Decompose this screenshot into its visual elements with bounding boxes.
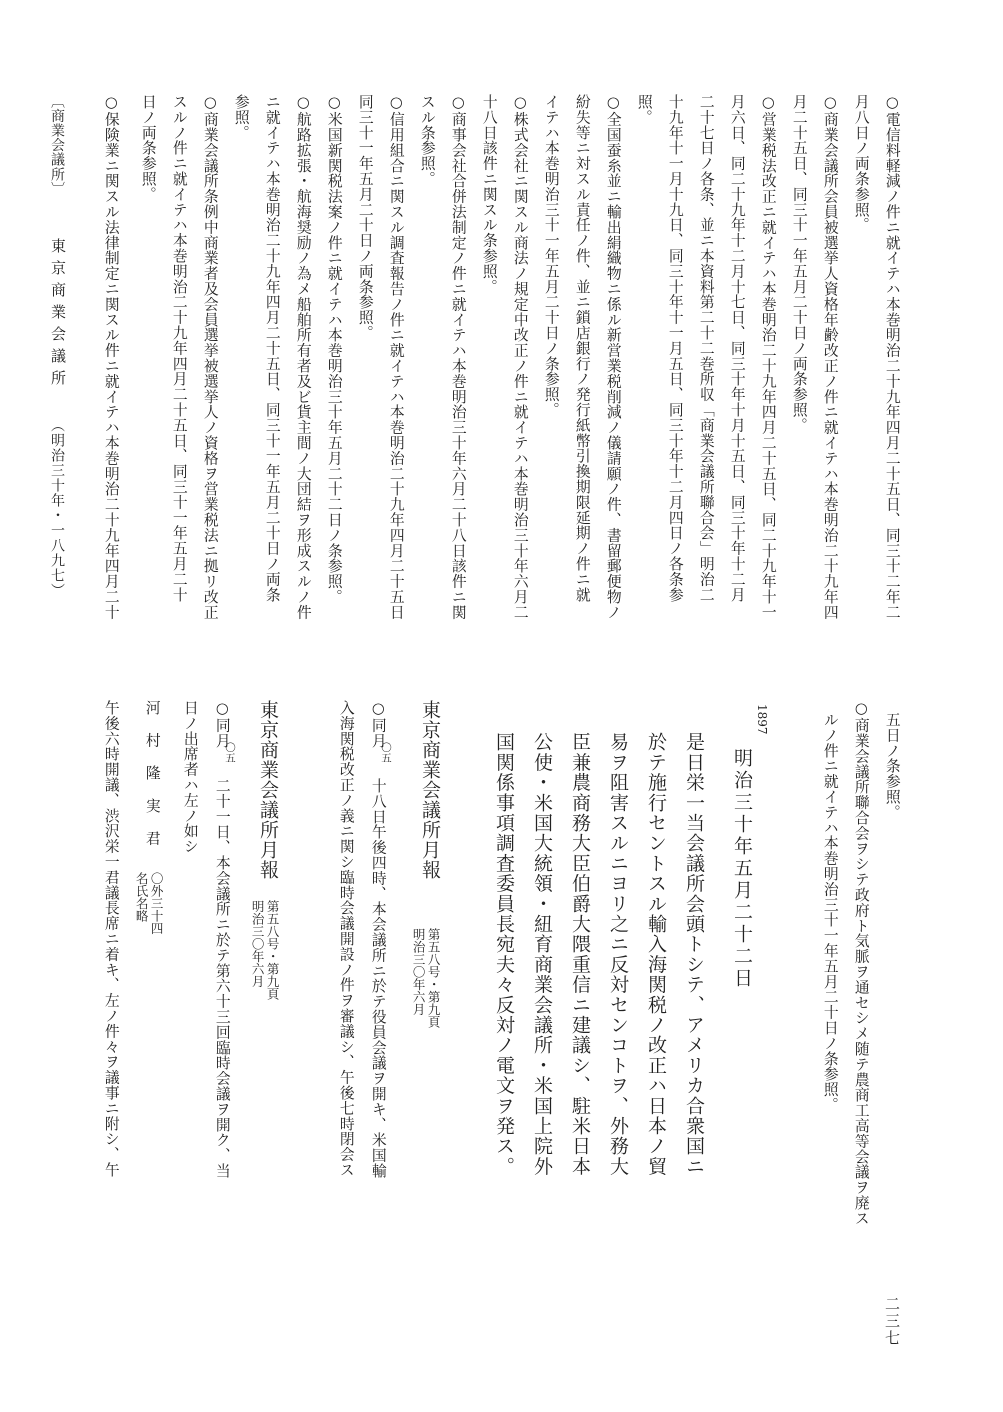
summary-line-1: 是日栄一当会議所会頭トシテ、アメリカ合衆国ニ (683, 732, 705, 1177)
upper-line-23: ○商業会議所条例中商業者及会員選挙被選挙人ノ資格ヲ営業税法ニ拠リ改正 (201, 94, 219, 620)
upper-line-5: ○営業税法改正ニ就イテハ本巻明治二十九年四月二十五日、同二十九年十一 (759, 94, 777, 620)
running-head-institution: 東京商業会議所 (49, 238, 67, 392)
entry-1-line-1: 十八日午後四時、本会議所ニ於テ役員会議ヲ開キ、米国輸 (369, 778, 387, 1179)
source-2-issue: 第五八号・第九頁 (265, 900, 281, 1000)
upper-line-20: ○航路拡張・航海奨励ノ為メ船舶所有者及ビ貨主間ノ大団結ヲ形成スルノ件 (294, 94, 312, 620)
summary-line-3: 易ヲ阻害スルニヨリ之ニ反対センコトヲ、外務大 (607, 732, 629, 1177)
lower-line-3: ルノ件ニ就イテハ本巻明治三十一年五月二十日ノ条参照。 (821, 712, 839, 1113)
upper-line-24: スルノ件ニ就イテハ本巻明治二十九年四月二十五日、同三十一年五月二十 (170, 94, 188, 603)
upper-line-19: ○米国新関税法案ノ件ニ就イテハ本巻明治三十年五月二十二日ノ条参照。 (325, 94, 343, 605)
lower-line-2: ○商業会議所聯合会ヲシテ政府ト気脈ヲ通セシメ随テ農商工高等会議ヲ廃ス (852, 700, 870, 1226)
entry-2-line-2: 日ノ出席者ハ左ノ如シ (181, 700, 199, 854)
upper-line-18: 同三十一年五月二十日ノ両条参照。 (356, 94, 374, 341)
source-1-date: 明治三〇年六月 (411, 928, 427, 1016)
date-heading: 明治三十年五月二十二日 (731, 748, 753, 990)
upper-line-15: ○商事会社合併法制定ノ件ニ就イテハ本巻明治三十年六月二十八日該件ニ関 (449, 94, 467, 620)
upper-line-3: ○商業会議所会員被選挙人資格年齢改正ノ件ニ就イテハ本巻明治二十九年四 (821, 94, 839, 620)
upper-line-11: 紛失等ニ対スル責任ノ件、並ニ鎖店銀行ノ発行紙幣引換期限延期ノ件ニ就 (573, 94, 591, 603)
upper-line-21: ニ就イテハ本巻明治二十九年四月二十五日、同三十一年五月二十日ノ両条 (263, 94, 281, 603)
source-1-issue: 第五八号・第九頁 (426, 928, 442, 1028)
upper-line-7: 二十七日ノ各条、並ニ本資料第二十二巻所収「商業会議所聯合会」明治二 (697, 94, 715, 603)
entry-1-note: 〇五 (380, 742, 393, 763)
summary-line-5: 公使・米国大統領・紐育商業会議所・米国上院外 (531, 732, 553, 1177)
entry-2-lead: ○同月 (213, 700, 231, 749)
lower-last-line: 午後六時開議、渋沢栄一君議長席ニ着キ、左ノ件々ヲ議事ニ附シ、午 (102, 700, 120, 1178)
upper-line-14: 十八日該件ニ関スル条参照。 (480, 94, 498, 295)
running-head-era: （明治三十年・一八九七） (49, 418, 65, 598)
source-1-title: 東京商業会議所月報 (419, 700, 441, 880)
upper-line-26: ○保険業ニ関スル法律制定ニ関スル件ニ就イテハ本巻明治二十九年四月二十 (102, 94, 120, 620)
upper-line-17: ○信用組合ニ関スル調査報告ノ件ニ就イテハ本巻明治二十九年四月二十五日 (387, 94, 405, 620)
upper-line-8: 十九年十一月十九日、同三十年十一月五日、同三十年十二月四日ノ各条参 (666, 94, 684, 603)
upper-line-25: 日ノ両条参照。 (139, 94, 157, 202)
lower-line-1: 五日ノ条参照。 (883, 712, 901, 820)
summary-line-4: 臣兼農商務大臣伯爵大隈重信ニ建議シ、駐米日本 (569, 732, 591, 1177)
upper-line-1: ○電信料軽減ノ件ニ就イテハ本巻明治二十九年四月二十五日、同三十二年二 (883, 94, 901, 620)
attendee-name: 河 村 隆 実 君 (143, 700, 161, 847)
page-number: 二三七 (883, 1296, 901, 1347)
upper-line-2: 月八日ノ両条参照。 (852, 94, 870, 233)
entry-1-lead: ○同月 (369, 700, 387, 749)
year-marker: 1897 (755, 704, 769, 735)
upper-line-4: 月二十五日、同三十一年五月二十日ノ両条参照。 (790, 94, 808, 433)
upper-line-6: 月六日、同二十九年十二月十七日、同三十年十月十五日、同三十年十二月 (728, 94, 746, 603)
running-head-category: 〔商業会議所〕 (49, 94, 65, 197)
upper-line-9: 照。 (635, 94, 653, 125)
summary-line-6: 国関係事項調査委員長宛夫々反対ノ電文ヲ発ス。 (493, 732, 515, 1177)
upper-line-13: ○株式会社ニ関スル商法ノ規定中改正ノ件ニ就イテハ本巻明治三十年六月二 (511, 94, 529, 620)
entry-2-line-1: 二十一日、本会議所ニ於テ第六十三回臨時会議ヲ開ク、当 (213, 778, 231, 1179)
attendee-note-2: 名氏名略 (134, 872, 150, 922)
entry-1-line-2: 入海関税改正ノ義ニ関シ臨時会議開設ノ件ヲ審議シ、午後七時閉会ス (337, 700, 355, 1178)
attendee-note-1: 〇外三十四 (149, 872, 165, 935)
upper-line-12: イテハ本巻明治三十一年五月二十日ノ条参照。 (542, 94, 560, 418)
upper-line-10: ○全国蚕糸並ニ輸出絹織物ニ係ル新営業税削減ノ儀請願ノ件、書留郵便物ノ (604, 94, 622, 620)
source-2-date: 明治三〇年六月 (250, 900, 266, 988)
source-2-title: 東京商業会議所月報 (257, 700, 279, 880)
upper-line-16: スル条参照。 (418, 94, 436, 187)
entry-2-note: 〇五 (224, 742, 237, 763)
upper-line-22: 参照。 (232, 94, 250, 141)
summary-line-2: 於テ施行セントスル輸入海関税ノ改正ハ日本ノ貿 (645, 732, 667, 1177)
